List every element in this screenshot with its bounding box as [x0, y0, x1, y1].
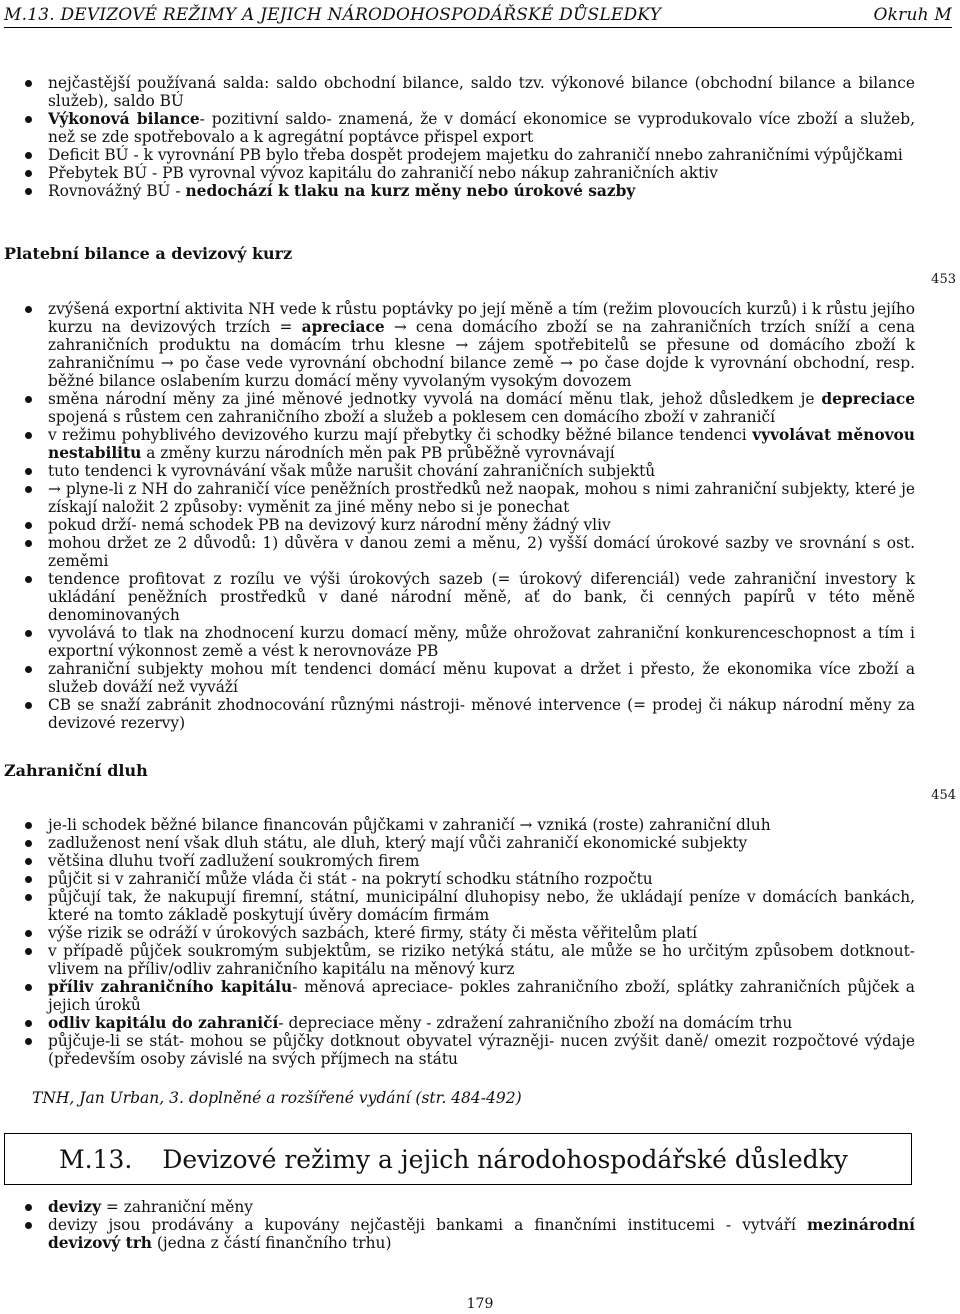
list-item [0, 300, 915, 390]
foreign-debt-list [0, 816, 915, 1068]
list-item [0, 1032, 915, 1068]
bold-term: příliv zahraničního kapitálu [48, 978, 293, 996]
bullet-icon [25, 840, 32, 847]
section-title-payment-balance: Platební bilance a devizový kurz [4, 244, 293, 263]
bold-term: nedochází k tlaku na kurz měny nebo úrokové sazby [185, 182, 636, 200]
item-text: zahraniční subjekty mohou mít tendenci domácí měnu kupovat a držet i přesto, že ekonomika více zboží a služeb dováží než vyváží [48, 660, 915, 696]
item-text: - depreciace měny - zdražení zahraničního zboží na domácím trhu [278, 1014, 793, 1032]
item-text: a změny kurzu národních měn pak PB průběžně vyrovnávají [141, 444, 615, 462]
item-text: Rovnovážný BÚ - [48, 182, 186, 200]
item-text: → plyne-li z NH do zahraničí více peněžních prostředků než naopak, mohou s nimi zahraniční subjekty, které je získají naložit 2 způsoby: vyměnit za jiné měny nebo si je ponechat [48, 480, 915, 516]
bullet-icon [25, 80, 32, 87]
bullet-icon [25, 1020, 32, 1027]
item-text: (jedna z částí finančního trhu) [152, 1234, 392, 1252]
bullet-icon [25, 666, 32, 673]
bullet-icon [25, 522, 32, 529]
margin-number-454: 454 [931, 788, 956, 803]
item-text: pokud drží- nemá schodek PB na devizový kurz národní měny žádný vliv [48, 516, 611, 534]
bold-term: mezinárodní devizový trh [48, 1216, 915, 1252]
item-text: zadluženost není však dluh státu, ale dluh, který mají vůči zahraničí ekonomické subjekty [48, 834, 748, 852]
list-item [0, 942, 915, 978]
section-title-foreign-debt: Zahraniční dluh [4, 761, 148, 780]
item-text: tuto tendenci k vyrovnávání však může narušit chování zahraničních subjektů [48, 462, 656, 480]
list-item [0, 74, 915, 110]
bullet-icon [25, 486, 32, 493]
intro-list [0, 74, 915, 200]
bold-term: Výkonová bilance [48, 110, 200, 128]
bold-term: odliv kapitálu do zahraničí [48, 1014, 279, 1032]
bullet-icon [25, 1038, 32, 1045]
bullet-icon [25, 702, 32, 709]
item-text: směna národní měny za jiné měnové jednotky vyvolá na domácí měnu tlak, jehož důsledkem je [48, 390, 822, 408]
item-text: výše rizik se odráží v úrokových sazbách, které firmy, státy či města věřitelům platí [48, 924, 698, 942]
chapter-intro-list [0, 1198, 915, 1252]
margin-number-453: 453 [931, 272, 956, 287]
bullet-icon [25, 396, 32, 403]
bullet-icon [25, 306, 32, 313]
list-item [0, 852, 915, 870]
payment-balance-list [0, 300, 915, 732]
item-text: vyvolává to tlak na zhodnocení kurzu domací měny, může ohrožovat zahraniční konkurenceschopnost a tím i exportní výkonnost země a vést k nerovnováze PB [48, 624, 915, 660]
item-text: devizy jsou prodávány a kupovány nejčastěji bankami a finančními institucemi - vytváří [48, 1216, 807, 1234]
chapter-number: M.13. [59, 1144, 133, 1174]
intro-block [0, 74, 915, 200]
item-text: Přebytek BÚ - PB vyrovnal vývoz kapitálu do zahraničí nebo nákup zahraničních aktiv [48, 164, 718, 182]
header-chapter-title: M.13. DEVIZOVÉ REŽIMY A JEJICH NÁRODOHOSPODÁŘSKÉ DŮSLEDKY [4, 5, 662, 25]
item-text: → cena domácího zboží se na zahraničních trzích sníží a cena zahraničních produktu na domácím trhu klesne → zájem spotřebitelů se přesune od domácího zboží k zahraničnímu → po čase vede vyrovnání obchodní bilance země → po čase dojde k vyrovnání obchodní, resp. běžné bilance oslabením kurzu domácí měny vyvolaným vysokým dovozem [48, 318, 915, 390]
item-text: - pozitivní saldo- znamená, že v domácí ekonomice se vyprodukovalo více zboží a služeb, než se zde spotřebovalo a k agregátní poptávce přispel export [48, 110, 915, 146]
list-item [0, 164, 915, 182]
item-text: v případě půjček soukromým subjektům, se riziko netýká státu, ale může se ho určitým způsobem dotknout- vlivem na příliv/odliv zahraničního kapitálu na měnový kurz [48, 942, 915, 978]
list-item [0, 978, 915, 1014]
bold-term: vyvolávat měnovou nestabilitu [48, 426, 915, 462]
bullet-icon [25, 170, 32, 177]
item-text: CB se snaží zabránit zhodnocování různými nástroji- měnové intervence (= prodej či nákup národní měny za devizové rezervy) [48, 696, 915, 732]
bullet-icon [25, 152, 32, 159]
list-item [0, 624, 915, 660]
chapter-heading-box [4, 1133, 912, 1185]
bold-term: devizy [48, 1198, 102, 1216]
list-item [0, 462, 915, 480]
foreign-debt-block [0, 816, 915, 1068]
list-item [0, 534, 915, 570]
bullet-icon [25, 894, 32, 901]
list-item [0, 696, 915, 732]
chapter-title: Devizové režimy a jejich národohospodářské důsledky [162, 1144, 848, 1174]
item-text: = zahraniční měny [101, 1198, 253, 1216]
list-item [0, 182, 915, 200]
item-text: půjčuje-li se stát- mohou se půjčky dotknout obyvatel výrazněji- nucen zvýšit daně/ omezit rozpočtové výdaje (především osoby závislé na svých příjmech na státu [48, 1032, 915, 1068]
item-text: mohou držet ze 2 důvodů: 1) důvěra v danou zemi a měnu, 2) vyšší domácí úrokové sazby ve srovnání s ost. zeměmi [48, 534, 915, 570]
bullet-icon [25, 116, 32, 123]
item-text: půjčit si v zahraničí může vláda či stát - na pokrytí schodku státního rozpočtu [48, 870, 653, 888]
bullet-icon [25, 630, 32, 637]
bullet-icon [25, 930, 32, 937]
list-item [0, 834, 915, 852]
list-item [0, 816, 915, 834]
bullet-icon [25, 822, 32, 829]
list-item [0, 110, 915, 146]
item-text: Deficit BÚ - k vyrovnání PB bylo třeba dospět prodejem majetku do zahraničí nnebo zahraničními výpůjčkami [48, 146, 903, 164]
item-text: půjčují tak, že nakupují firemní, státní, municipální dluhopisy nebo, že ukládají peníze v domácích bankách, které na tomto základě poskytují úvěry domácím firmám [48, 888, 915, 924]
item-text: - měnová apreciace- pokles zahraničního zboží, splátky zahraničních půjček a jejich úroků [48, 978, 915, 1014]
bold-term: depreciace [821, 390, 915, 408]
list-item [0, 870, 915, 888]
list-item [0, 660, 915, 696]
bullet-icon [25, 468, 32, 475]
item-text: většina dluhu tvoří zadlužení soukromých firem [48, 852, 420, 870]
bullet-icon [25, 540, 32, 547]
item-text: nejčastější používaná salda: saldo obchodní bilance, saldo tzv. výkonové bilance (obchodní bilance a bilance služeb), saldo BÚ [48, 74, 915, 110]
page-number: 179 [466, 1296, 494, 1312]
list-item [0, 390, 915, 426]
bold-term: apreciace [301, 318, 385, 336]
item-text: je-li schodek běžné bilance financován půjčkami v zahraničí → vzniká (roste) zahraniční dluh [48, 816, 771, 834]
item-text: tendence profitovat z rozílu ve výši úrokových sazeb (= úrokový diferenciál) vede zahraniční investory k ukládání peněžních prostředků v dané národní měně, ať do bank, či cenných papírů v této měně denominovaných [48, 570, 915, 624]
list-item [0, 1014, 915, 1032]
item-text: v režimu pohyblivého devizového kurzu mají přebytky či schodky běžné bilance tendenci [48, 426, 753, 444]
list-item [0, 516, 915, 534]
bullet-icon [25, 984, 32, 991]
running-header [4, 2, 952, 28]
bullet-icon [25, 948, 32, 955]
list-item [0, 924, 915, 942]
list-item [0, 426, 915, 462]
item-text: zvýšená exportní aktivita NH vede k růstu poptávky po její měně a tím (režim plovoucích kurzů) i k růstu jejího kurzu na devizových trzích = [48, 300, 915, 336]
bullet-icon [25, 576, 32, 583]
bullet-icon [25, 1222, 32, 1229]
payment-balance-block [0, 300, 915, 732]
bullet-icon [25, 188, 32, 195]
list-item [0, 480, 915, 516]
list-item [0, 1198, 915, 1216]
bullet-icon [25, 1204, 32, 1211]
list-item [0, 1216, 915, 1252]
bullet-icon [25, 876, 32, 883]
chapter-intro-block [0, 1198, 915, 1252]
list-item [0, 570, 915, 624]
header-section-label: Okruh M [873, 5, 952, 25]
list-item [0, 146, 915, 164]
list-item [0, 888, 915, 924]
bibliography-reference: TNH, Jan Urban, 3. doplněné a rozšířené vydání (str. 484-492) [32, 1089, 522, 1107]
bullet-icon [25, 858, 32, 865]
item-text: spojená s růstem cen zahraničního zboží a služeb a poklesem cen domácího zboží v zahraničí [48, 408, 776, 426]
bullet-icon [25, 432, 32, 439]
